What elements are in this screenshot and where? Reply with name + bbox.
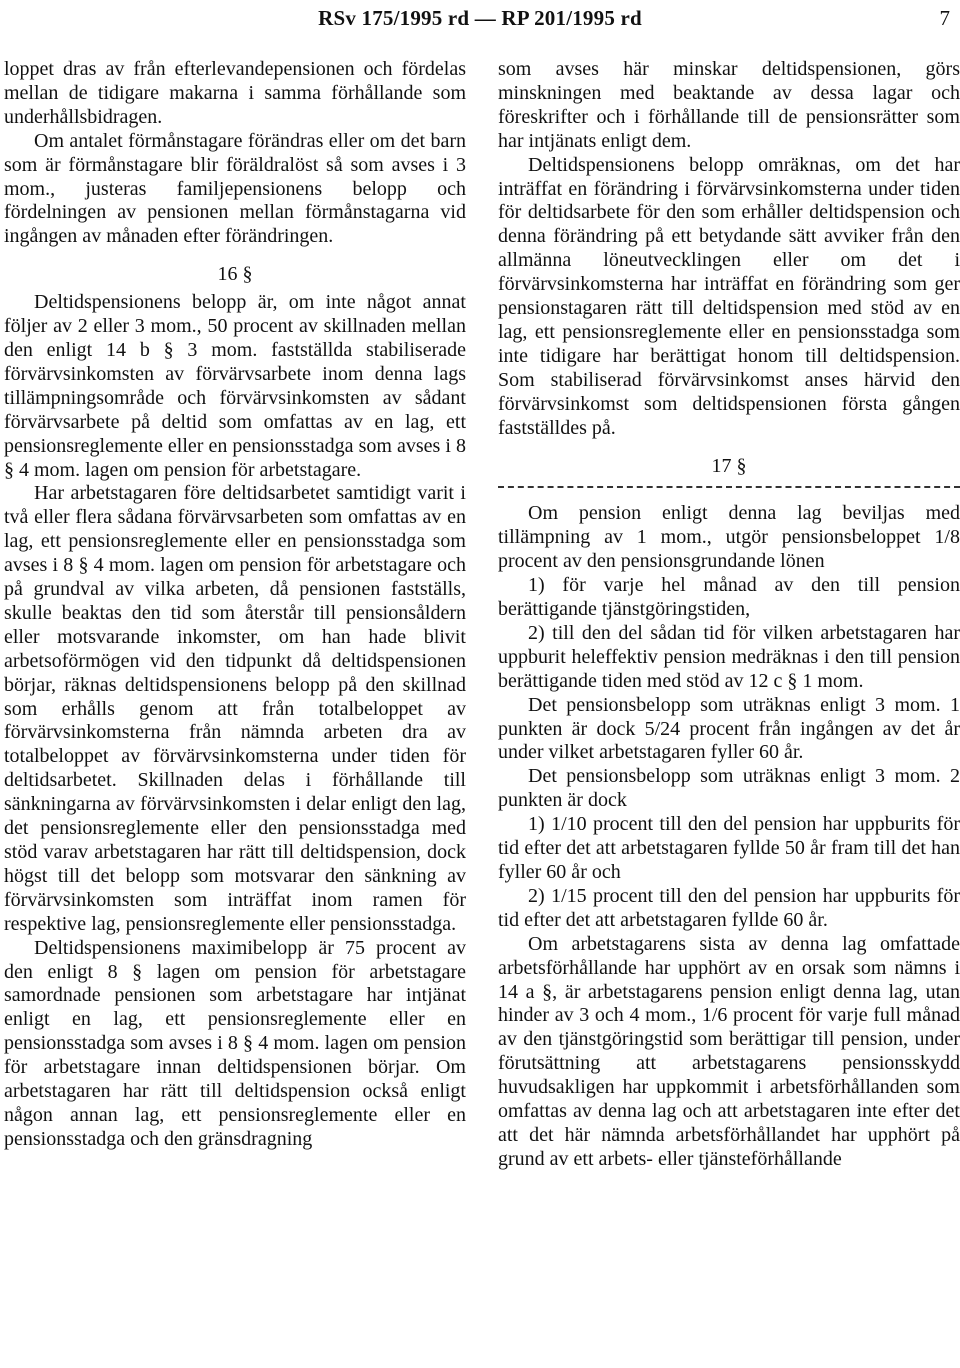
- paragraph: Om antalet förmånstagare förändras eller om det barn som är förmånstagare blir föräldralöst så som avses i 3 mom., justeras familjepensionens belopp och fördelningen av pensionen mellan förmånstagarna vid ingången av månaden efter förändringen.: [4, 129, 466, 248]
- section-heading: 16 §: [217, 263, 253, 286]
- paragraph: 1) för varje hel månad av den till pension berättigande tjänstgöringstiden,: [498, 574, 960, 621]
- paragraph: som avses här minskar deltidspensionen, görs minskningen med beaktande av dessa lagar och föreskrifter och i förhållande till de pensionsrätter som har intjänats enligt dem.: [498, 58, 960, 152]
- omission-divider: [498, 486, 960, 488]
- document-reference: RSv 175/1995 rd — RP 201/1995 rd: [318, 6, 642, 30]
- paragraph: 2) till den del sådan tid för vilken arbetstagaren har uppburit heleffektiv pension medräknas i den till pension berättigande tiden med stöd av 12 c § 1 mom.: [498, 621, 960, 692]
- paragraph: loppet dras av från efterlevandepensionen och fördelas mellan de tidigare makarna i samma förhållande som underhållsbidragen.: [4, 58, 466, 128]
- paragraph: Har arbetstagaren före deltidsarbetet samtidigt varit i två eller flera sådana förvärvsarbeten som omfattas av en lag, ett pensionsreglemente eller en pensionsstadga som avses i 8 § 4 mom. lagen om pension för arbetstagare och på grundval av vilka arbeten, då pensionen fastställs, skulle beaktas den tid som återstår till pensionsåldern eller motsvarande inkomster, om han hade blivit arbetsoförmögen vid den tidpunkt då deltidspensionen börjar, räknas deltidspensionens belopp på den skillnad som erhålls genom att från totalbeloppet av förvärvsinkomsterna från nämnda arbeten dra av totalbeloppet av förvärvsinkomsterna under tiden för deltidsarbetet. Skillnaden delas i förhållande till sänkningarna av förvärvsinkomsten i delar enligt den lag, det pensionsreglemente eller den pensionsstadga med stöd varav arbetstagaren har rätt till deltidspension, dock högst till det belopp som motsvarar den sänkning av förvärvsinkomsten som inträffat inom ramen för respektive lag, pensionsreglemente eller pensionsstadga.: [4, 482, 466, 935]
- paragraph: Om arbetstagarens sista av denna lag omfattade arbetsförhållande har upphört av en orsak som nämns i 14 a §, är arbetstagarens pension enligt denna lag, utan hinder av 3 och 4 mom., 1/6 procent för varje full månad av den tjänstgöringstid som berättigar till pension, under förutsättning att arbetstagarens pensionsskydd huvudsakligen har uppkommit i arbetsförhållanden som omfattas av denna lag och att arbetstagaren inte efter det att det här nämnda arbetsförhållandet har upphört på grund av ett arbets- eller tjänsteförhållande: [498, 932, 960, 1170]
- paragraph: Deltidspensionens belopp omräknas, om det har inträffat en förändring i förvärvsinkomsterna under tiden för deltidsarbete för den som erhåller deltidspension och denna förändring på ett betydande sätt avviker från den allmänna löneutvecklingen eller om det i förvärvsinkomsterna har inträffat en förändring som ger pensionstagaren rätt till deltidspension med stöd av en lag, ett pensionsreglemente eller en pensionsstadga som inte tidigare har berättigat honom till deltidspension. Som stabiliserad förvärvsinkomst anses härvid den förvärvsinkomst som deltidspensionen första gången fastställdes på.: [498, 153, 960, 439]
- paragraph: Deltidspensionens belopp är, om inte något annat följer av 2 eller 3 mom., 50 procent av skillnaden mellan den enligt 14 b § 3 mom. fastställda stabiliserade förvärvsinkomsten av förvärvsarbete inom denna lags tillämpningsområde och förvärvsinkomsten av sådant förvärvsarbete på deltid som omfattas av en lag, ett pensionsreglemente eller en pensionsstadga som avses i 8 § 4 mom. lagen om pension för arbetstagare.: [4, 291, 466, 481]
- page-number: 7: [939, 6, 950, 30]
- right-column: [498, 58, 960, 1172]
- paragraph: Om pension enligt denna lag beviljas med tillämpning av 1 mom., utgör pensionsbeloppet 1/8 procent av den pensionsgrundande lönen: [498, 502, 960, 573]
- left-column: [4, 58, 466, 1152]
- paragraph: 1) 1/10 procent till den del pension har uppburits för tid efter det att arbetstagaren fyllde 50 år fram till det han fyller 60 år och: [498, 813, 960, 883]
- paragraph: Det pensionsbelopp som uträknas enligt 3 mom. 1 punkten är dock 5/24 procent från ingången av det år under vilket arbetstagaren fyller 60 år.: [498, 693, 960, 764]
- paragraph: Deltidspensionens maximibelopp är 75 procent av den enligt 8 § lagen om pension för arbetstagare samordnade pensionen som arbetstagare har intjänat enligt en lag, ett pensionsreglemente eller en pensionsstadga som avses i 8 § 4 mom. lagen om pension för arbetstagare innan deltidspensionen börjar. Om arbetstagaren har rätt till deltidspension också enligt någon annan lag, ett pensionsreglemente eller en pensionsstadga och den gränsdragning: [4, 936, 466, 1150]
- section-heading: 17 §: [711, 454, 747, 477]
- paragraph: 2) 1/15 procent till den del pension har uppburits för tid efter det att arbetstagaren fyllde 60 år.: [498, 884, 960, 931]
- paragraph: Det pensionsbelopp som uträknas enligt 3 mom. 2 punkten är dock: [498, 765, 960, 812]
- page-header: [0, 6, 960, 32]
